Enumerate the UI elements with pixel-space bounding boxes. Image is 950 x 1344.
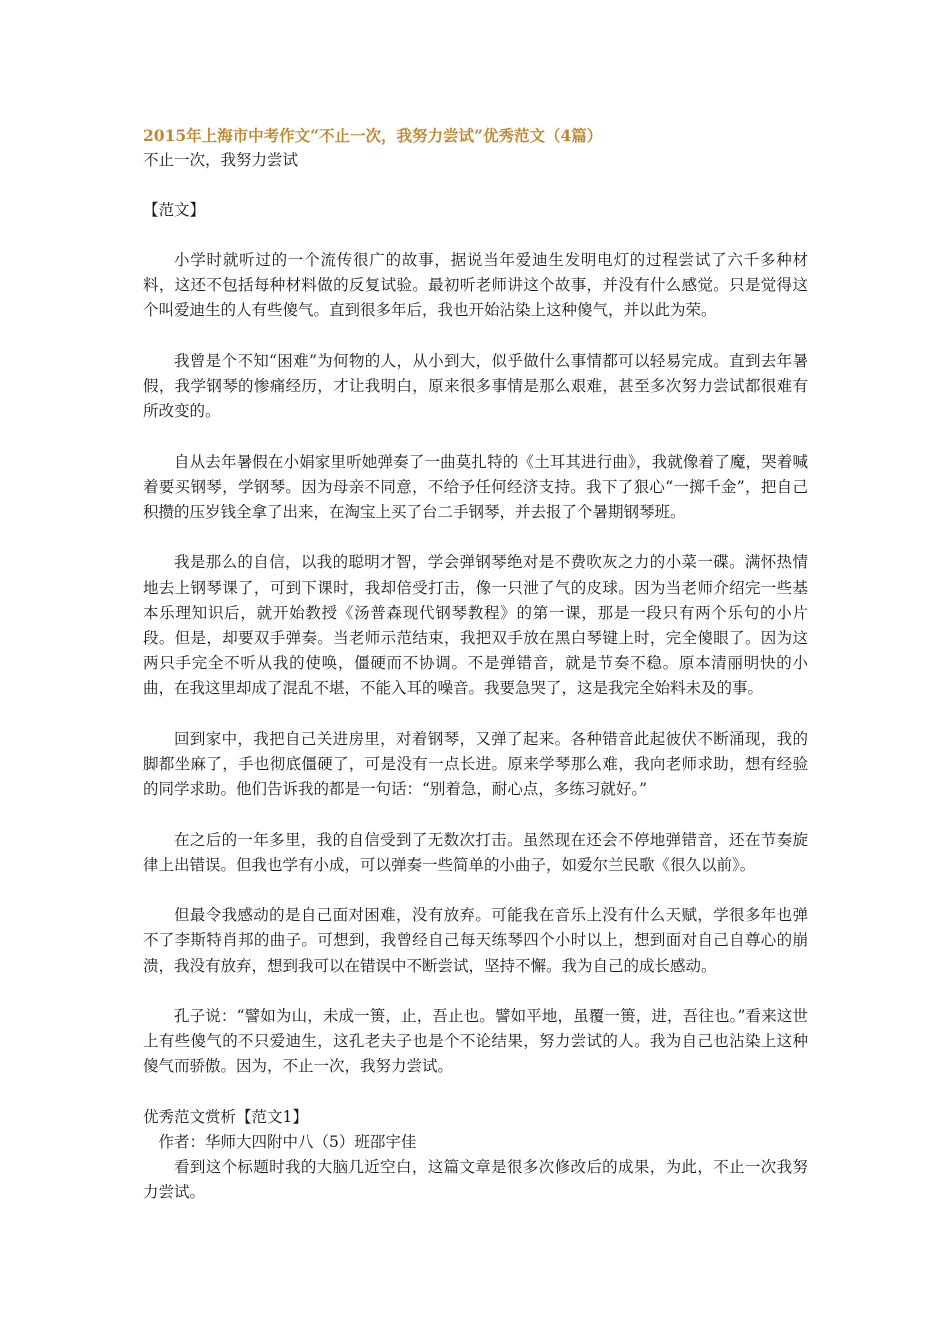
review-author: 作者：华师大四附中八（5）班邵宇佳 [158,1132,417,1151]
essay-paragraph: 孔子说：“譬如为山，未成一篑，止，吾止也。譬如平地，虽覆一篑，进，吾往也。”看来这世上有些傻气的不只爱迪生，这孔老夫子也是个不论结果，努力尝试的人。我为自己也沾染上这种傻气而骄傲。因为，不止一次，我努力尝试。 [143,1006,808,1076]
essay-body [143,248,808,1080]
essay-paragraph: 在之后的一年多里，我的自信受到了无数次打击。虽然现在还会不停地弹错音，还在节奏旋律上出错误。但我也学有小成，可以弹奏一些简单的小曲子，如爱尔兰民歌《很久以前》。 [143,830,808,874]
review-section [143,1105,808,1205]
essay-paragraph: 我曾是个不知“困难”为何物的人，从小到大，似乎做什么事情都可以轻易完成。直到去年暑假，我学钢琴的惨痛经历，才让我明白，原来很多事情是那么艰难，甚至多次努力尝试都很难有所改变的。 [143,351,808,421]
essay-paragraph: 回到家中，我把自己关进房里，对着钢琴，又弹了起来。各种错音此起彼伏不断涌现，我的脚都坐麻了，手也彻底僵硬了，可是没有一点长进。原来学琴那么难，我向老师求助，想有经验的同学求助。他们告诉我的都是一句话：“别着急，耐心点，多练习就好。” [143,729,808,799]
essay-paragraph: 小学时就听过的一个流传很广的故事，据说当年爱迪生发明电灯的过程尝试了六千多种材料，这还不包括每种材料做的反复试验。最初听老师讲这个故事，并没有什么感觉。只是觉得这个叫爱迪生的人有些傻气。直到很多年后，我也开始沾染上这种傻气，并以此为荣。 [143,251,808,320]
review-title: 优秀范文赏析【范文1】 [143,1107,308,1126]
section-label: 【范文】 [143,201,206,219]
essay-paragraph: 我是那么的自信，以我的聪明才智，学会弹钢琴绝对是不费吹灰之力的小菜一碟。满怀热情地去上钢琴课了，可到下课时，我却倍受打击，像一只泄了气的皮球。因为当老师介绍完一些基本乐理知识后，就开始教授《汤普森现代钢琴教程》的第一课，那是一段只有两个乐句的小片段。但是，却要双手弹奏。当老师示范结束，我把双手放在黑白琴键上时，完全傻眼了。因为这两只手完全不听从我的使唤，僵硬而不协调。不是弹错音，就是节奏不稳。原本清丽明快的小曲，在我这里却成了混乱不堪，不能入耳的噪音。我要急哭了，这是我完全始料未及的事。 [143,553,808,698]
review-paragraph: 看到这个标题时我的大脑几近空白，这篇文章是很多次修改后的成果，为此，不止一次我努力尝试。 [143,1157,808,1201]
document-page [143,124,808,1205]
essay-paragraph: 自从去年暑假在小娟家里听她弹奏了一曲莫扎特的《土耳其进行曲》，我就像着了魔，哭着喊着要买钢琴，学钢琴。因为母亲不同意，不给予任何经济支持。我下了狠心“一掷千金”，把自己积攒的压岁钱全拿了出来，在淘宝上买了台二手钢琴，并去报了个暑期钢琴班。 [143,452,808,521]
document-subtitle: 不止一次，我努力尝试 [143,151,299,169]
essay-paragraph: 但最令我感动的是自己面对困难，没有放弃。可能我在音乐上没有什么天赋，学很多年也弹不了李斯特肖邦的曲子。可想到，我曾经自己每天练琴四个小时以上，想到面对自己自尊心的崩溃，我没有放弃，想到我可以在错误中不断尝试，坚持不懈。我为自己的成长感动。 [143,906,808,975]
document-title: 2015年上海市中考作文“不止一次，我努力尝试”优秀范文（4篇） [143,126,603,145]
